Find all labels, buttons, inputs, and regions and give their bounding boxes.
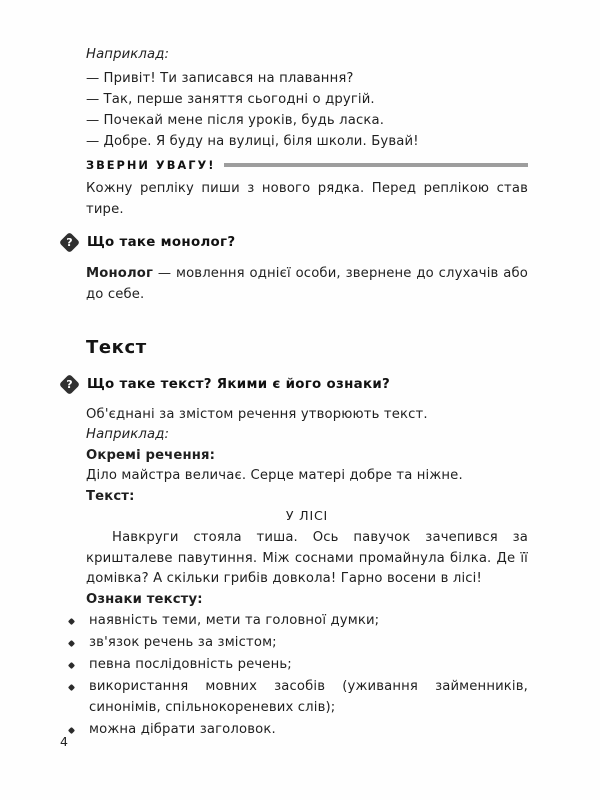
text-intro: Об'єднані за змістом речення утворюють текст. <box>86 407 428 422</box>
list-item <box>68 633 528 654</box>
features-list <box>68 611 528 742</box>
text-example-label: Наприклад: <box>86 427 170 442</box>
dialogue-example-label: Наприклад: <box>86 47 170 62</box>
section-heading-text: Текст <box>86 337 147 358</box>
dialogue-dash: — <box>86 134 100 149</box>
question-text-monologue: Що таке монолог? <box>87 235 236 250</box>
dialogue-text: Так, перше заняття сьогодні о другій. <box>103 92 375 107</box>
dialogue-line-1 <box>86 69 528 90</box>
dialogue-line-3 <box>86 111 528 132</box>
bullet-diamond-icon <box>68 640 75 647</box>
list-item-label: можна дібрати заголовок. <box>89 721 276 737</box>
dialogue-line-2 <box>86 90 528 111</box>
dialogue-text: Добре. Я буду на вулиці, біля школи. Бувай! <box>103 134 419 149</box>
sample-text-title: У ЛІСІ <box>285 508 329 523</box>
question-row-text <box>60 375 540 394</box>
question-row-monologue <box>60 233 540 252</box>
question-mark-glyph: ? <box>66 378 73 391</box>
list-item <box>68 611 528 632</box>
dialogue-dash: — <box>86 92 100 107</box>
list-item-label: певна послідовність речень; <box>89 657 292 672</box>
list-item-label: використання мовних засобів (уживання займенників, синонімів, спільнокореневих слів); <box>89 679 528 715</box>
separate-sentences: Діло майстра величає. Серце матері добре та ніжне. <box>86 468 463 483</box>
bullet-diamond-icon <box>68 662 75 669</box>
attention-divider-rule <box>224 163 528 167</box>
text-label: Текст: <box>86 489 135 504</box>
list-item <box>68 677 528 718</box>
dialogue-text: Почекай мене після уроків, будь ласка. <box>103 113 385 128</box>
page-number: 4 <box>60 734 68 749</box>
list-item <box>68 655 528 676</box>
question-text-text: Що таке текст? Якими є його ознаки? <box>87 377 391 392</box>
question-diamond-icon <box>60 233 79 252</box>
dialogue-dash: — <box>86 113 100 128</box>
bullet-diamond-icon <box>68 618 75 625</box>
list-item-label: наявність теми, мети та головної думки; <box>89 613 380 628</box>
definition-rest: — мовлення однієї особи, звернене до слухачів або до себе. <box>86 266 528 302</box>
separate-sentences-label: Окремі речення: <box>86 448 216 463</box>
question-diamond-icon <box>60 375 79 394</box>
definition-term: Монолог <box>86 266 154 281</box>
question-mark-glyph: ? <box>66 236 73 249</box>
dialogue-text: Привіт! Ти записався на плавання? <box>103 71 354 86</box>
attention-heading <box>86 158 528 172</box>
sample-text-body: Навкруги стояла тиша. Ось павучок зачепився за кришталеве павутиння. Між соснами промайнула білка. Де її домівка? А скільки грибів довкола! Гарно восени в лісі! <box>86 530 528 586</box>
attention-body: Кожну репліку пиши з нового рядка. Перед реплікою став тире. <box>86 181 528 217</box>
features-label: Ознаки тексту: <box>86 592 203 607</box>
dialogue-dash: — <box>86 71 100 86</box>
attention-title: ЗВЕРНИ УВАГУ! <box>86 158 216 172</box>
list-item-label: зв'язок речень за змістом; <box>89 635 277 650</box>
bullet-diamond-icon <box>68 726 75 733</box>
bullet-diamond-icon <box>68 684 75 691</box>
monologue-definition <box>86 264 528 305</box>
dialogue-line-4 <box>86 132 528 153</box>
list-item <box>68 720 528 741</box>
